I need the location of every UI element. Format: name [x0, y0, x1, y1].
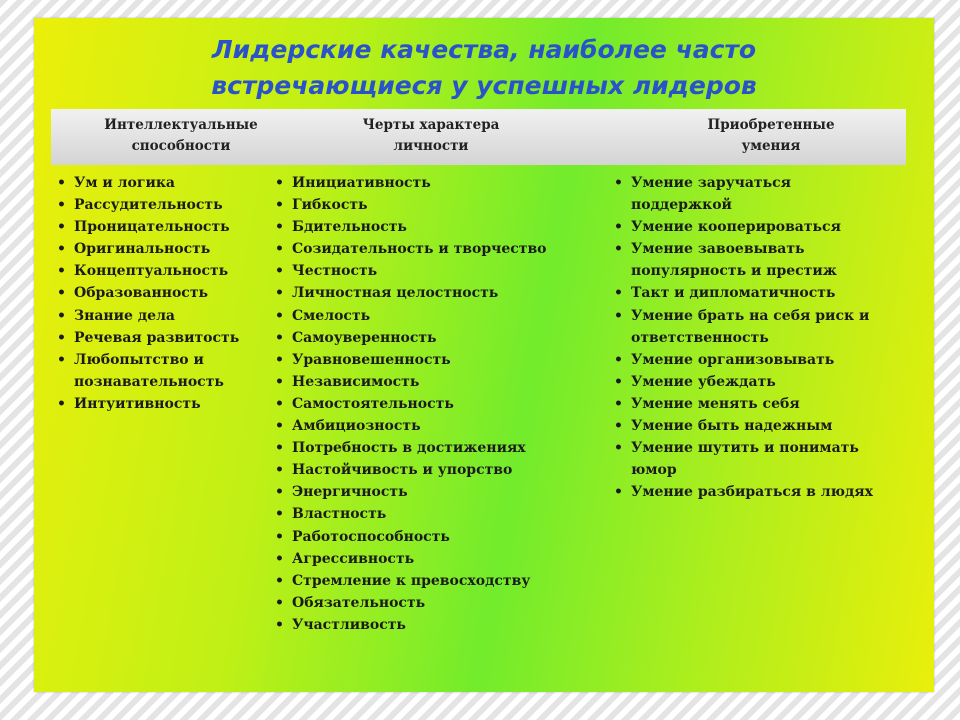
bullet-icon: • [275, 285, 284, 302]
bullet-icon: • [275, 484, 284, 501]
bullet-icon: • [614, 351, 623, 368]
list-item [54, 393, 264, 415]
slide [34, 18, 934, 692]
list-item [272, 526, 592, 548]
list-item [54, 172, 264, 194]
bullet-icon: • [275, 395, 284, 412]
header-character: Черты характера личности [362, 117, 500, 154]
list-item [272, 481, 592, 503]
bullet-icon: • [275, 462, 284, 479]
list-item-text: Властность [292, 506, 387, 523]
bullet-icon: • [275, 418, 284, 435]
list-item [611, 371, 921, 393]
list-item-text: Умение организовывать [631, 351, 835, 368]
list-item [54, 349, 264, 393]
bullet-icon: • [275, 506, 284, 523]
list-item-text: Энергичность [292, 484, 408, 501]
list-item [611, 393, 921, 415]
list-item [272, 459, 592, 481]
list-item-text: Оригинальность [74, 241, 211, 258]
bullet-icon: • [614, 285, 623, 302]
list-item-text: Работоспособность [292, 528, 450, 545]
list-item [611, 305, 921, 349]
bullet-icon: • [275, 175, 284, 191]
bullet-icon: • [275, 440, 284, 457]
list-item-text: Участливость [292, 616, 406, 633]
bullet-icon: • [275, 329, 284, 346]
bullet-icon: • [275, 528, 284, 545]
bullet-icon: • [614, 175, 623, 191]
list-acquired [611, 172, 921, 503]
list-item-text: Интуитивность [74, 395, 201, 412]
list-item-text: Обязательность [292, 594, 426, 611]
list-item-text: Умение быть надежным [631, 418, 833, 435]
list-item-text: Умение заручаться поддержкой [631, 175, 791, 214]
list-item-text: Любопытство и познавательность [74, 351, 224, 390]
list-item [272, 592, 592, 614]
bullet-icon: • [614, 241, 623, 258]
list-item-text: Стремление к превосходству [292, 572, 531, 589]
list-item [611, 349, 921, 371]
list-item-text: Самостоятельность [292, 395, 454, 412]
bullet-icon: • [57, 219, 66, 236]
bullet-icon: • [57, 263, 66, 280]
list-item-text: Такт и дипломатичность [631, 285, 836, 302]
bullet-icon: • [57, 351, 66, 368]
list-item [272, 371, 592, 393]
list-item [611, 415, 921, 437]
list-item [611, 238, 921, 282]
list-item [272, 327, 592, 349]
list-item [272, 305, 592, 327]
list-item [54, 327, 264, 349]
list-item-text: Умение менять себя [631, 395, 800, 412]
list-item-text: Агрессивность [292, 550, 415, 567]
bullet-icon: • [275, 219, 284, 236]
list-item [54, 282, 264, 304]
list-item-text: Амбициозность [292, 418, 421, 435]
list-item-text: Независимость [292, 373, 420, 390]
bullet-icon: • [614, 373, 623, 390]
list-item-text: Умение брать на себя риск и ответственность [631, 307, 870, 346]
list-item [272, 260, 592, 282]
list-item-text: Умение убеждать [631, 373, 776, 390]
list-item-text: Настойчивость и упорство [292, 462, 513, 479]
list-item-text: Уравновешенность [292, 351, 451, 368]
list-item-text: Умение кооперироваться [631, 219, 841, 236]
bullet-icon: • [275, 263, 284, 280]
list-item [272, 614, 592, 636]
list-item-text: Самоуверенность [292, 329, 437, 346]
bullet-icon: • [57, 329, 66, 346]
bullet-icon: • [57, 285, 66, 302]
list-item [272, 216, 592, 238]
list-item-text: Умение завоевывать популярность и престиж [631, 241, 837, 280]
list-item-text: Концептуальность [74, 263, 229, 280]
list-item [272, 503, 592, 525]
bullet-icon: • [614, 418, 623, 435]
list-item-text: Потребность в достижениях [292, 440, 526, 457]
list-item [272, 548, 592, 570]
list-item [54, 216, 264, 238]
bullet-icon: • [275, 572, 284, 589]
header-intellectual: Интеллектуальные способности [104, 117, 258, 154]
header-acquired: Приобретенные умения [707, 117, 835, 154]
list-item [272, 437, 592, 459]
slide-title: Лидерские качества, наиболее часто встречающиеся у успешных лидеров [211, 35, 757, 100]
list-item-text: Образованность [74, 285, 208, 302]
list-item-text: Знание дела [74, 307, 176, 324]
list-item [54, 194, 264, 216]
list-item-text: Ум и логика [74, 175, 176, 191]
list-item [272, 393, 592, 415]
list-item-text: Честность [292, 263, 378, 280]
bullet-icon: • [614, 440, 623, 457]
list-item-text: Проницательность [74, 219, 230, 236]
bullet-icon: • [275, 351, 284, 368]
list-item [272, 282, 592, 304]
bullet-icon: • [57, 307, 66, 324]
list-item [272, 415, 592, 437]
bullet-icon: • [275, 373, 284, 390]
list-item [272, 194, 592, 216]
list-item-text: Инициативность [292, 175, 431, 191]
list-item-text: Смелость [292, 307, 371, 324]
list-item-text: Рассудительность [74, 197, 223, 214]
bullet-icon: • [275, 550, 284, 567]
bullet-icon: • [57, 197, 66, 214]
list-item [611, 437, 921, 481]
list-item [54, 260, 264, 282]
list-item-text: Умение разбираться в людях [631, 484, 873, 501]
bullet-icon: • [275, 241, 284, 258]
list-item [272, 238, 592, 260]
list-item [272, 172, 592, 194]
list-item-text: Личностная целостность [292, 285, 499, 302]
bullet-icon: • [57, 395, 66, 412]
list-item [611, 172, 921, 216]
list-character [272, 172, 592, 636]
bullet-icon: • [614, 307, 623, 324]
table-header [51, 109, 906, 165]
bullet-icon: • [614, 484, 623, 501]
bullet-icon: • [614, 219, 623, 236]
bullet-icon: • [275, 616, 284, 633]
list-item [611, 481, 921, 503]
list-item [611, 282, 921, 304]
list-item-text: Речевая развитость [74, 329, 240, 346]
list-item [54, 238, 264, 260]
bullet-icon: • [614, 395, 623, 412]
bullet-icon: • [57, 241, 66, 258]
list-item-text: Созидательность и творчество [292, 241, 547, 258]
list-item [272, 349, 592, 371]
bullet-icon: • [57, 175, 66, 191]
list-item [611, 216, 921, 238]
list-item-text: Гибкость [292, 197, 368, 214]
bullet-icon: • [275, 594, 284, 611]
bullet-icon: • [275, 307, 284, 324]
bullet-icon: • [275, 197, 284, 214]
list-item [272, 570, 592, 592]
list-item [54, 305, 264, 327]
list-intellectual [54, 172, 264, 415]
list-item-text: Умение шутить и понимать юмор [631, 440, 859, 479]
list-item-text: Бдительность [292, 219, 407, 236]
